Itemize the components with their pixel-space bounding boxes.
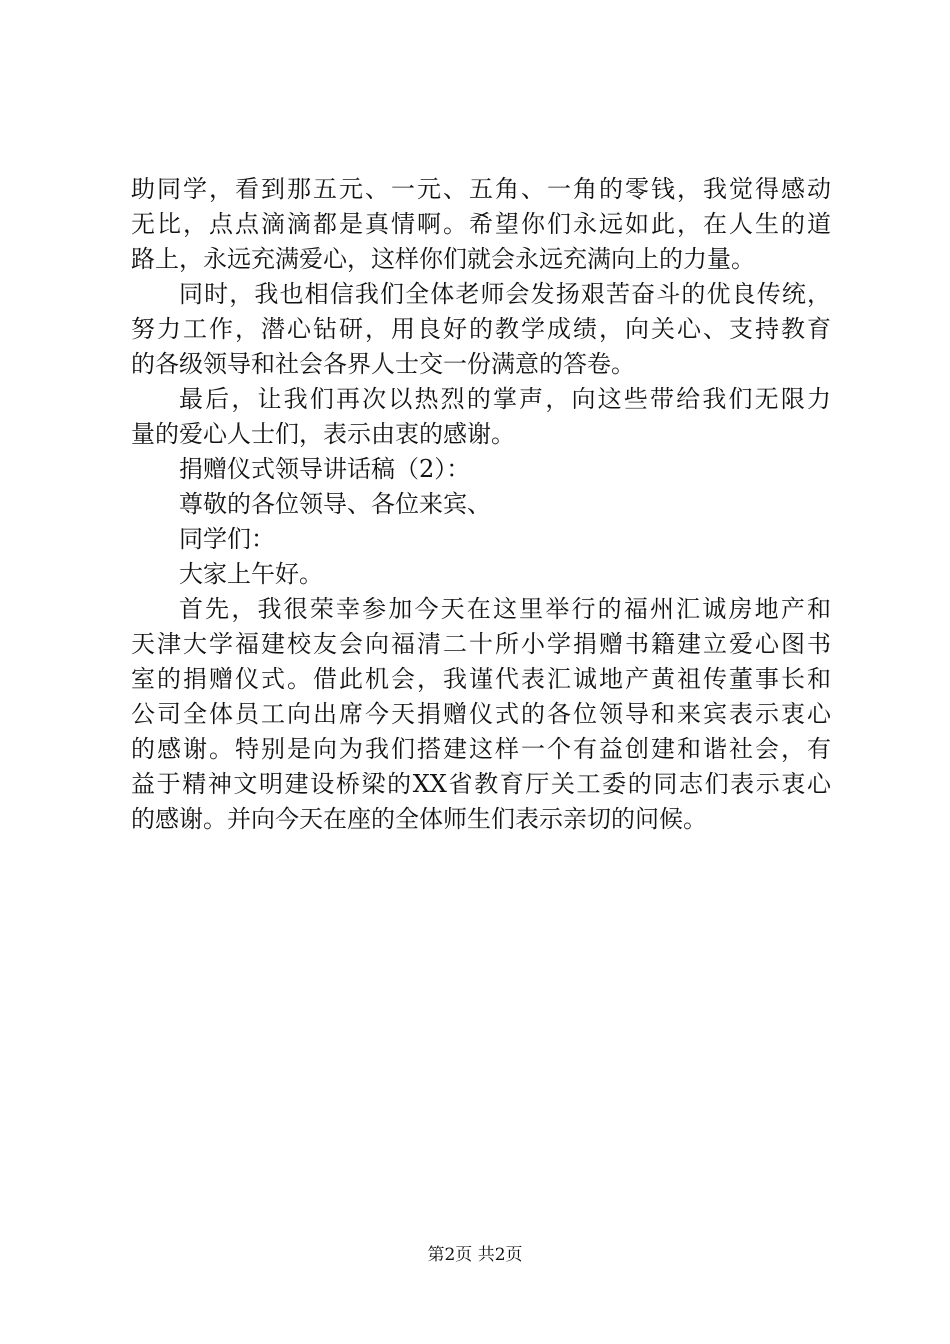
paragraph-line: 的各级领导和社会各界人士交一份满意的答卷。 [131, 350, 635, 378]
paragraph-line: 路上，永远充满爱心，这样你们就会永远充满向上的力量。 [131, 245, 755, 273]
paragraph-line: 首先，我很荣幸参加今天在这里举行的福州汇诚房地产和 [179, 595, 831, 623]
page-number-footer: 第2页 共2页 [427, 1245, 523, 1265]
paragraph-line: 公司全体员工向出席今天捐赠仪式的各位领导和来宾表示衷心 [131, 700, 831, 728]
paragraph-line: 助同学，看到那五元、一元、五角、一角的零钱，我觉得感动 [131, 175, 831, 203]
paragraph-line: 的感谢。特别是向为我们搭建这样一个有益创建和谐社会，有 [131, 735, 831, 763]
paragraph-line: 最后，让我们再次以热烈的掌声，向这些带给我们无限力 [179, 385, 831, 413]
paragraph-line: 量的爱心人士们，表示由衷的感谢。 [131, 420, 515, 448]
speech-title: 捐赠仪式领导讲话稿（2）： [179, 455, 471, 483]
paragraph-line: 同时，我也相信我们全体老师会发扬艰苦奋斗的优良传统， [179, 280, 831, 308]
paragraph-line: 无比，点点滴滴都是真情啊。希望你们永远如此，在人生的道 [131, 210, 831, 238]
salutation-line: 同学们： [179, 525, 275, 553]
paragraph-line: 益于精神文明建设桥梁的XX省教育厅关工委的同志们表示衷心 [131, 770, 831, 798]
paragraph-line: 的感谢。并向今天在座的全体师生们表示亲切的问候。 [131, 805, 707, 833]
greeting-line: 大家上午好。 [179, 560, 323, 588]
paragraph-line: 努力工作，潜心钻研，用良好的教学成绩，向关心、支持教育 [131, 315, 831, 343]
document-body [131, 172, 831, 837]
paragraph-line: 天津大学福建校友会向福清二十所小学捐赠书籍建立爱心图书 [131, 630, 831, 658]
paragraph-line: 室的捐赠仪式。借此机会，我谨代表汇诚地产黄祖传董事长和 [131, 665, 831, 693]
salutation-line: 尊敬的各位领导、各位来宾、 [179, 490, 491, 518]
